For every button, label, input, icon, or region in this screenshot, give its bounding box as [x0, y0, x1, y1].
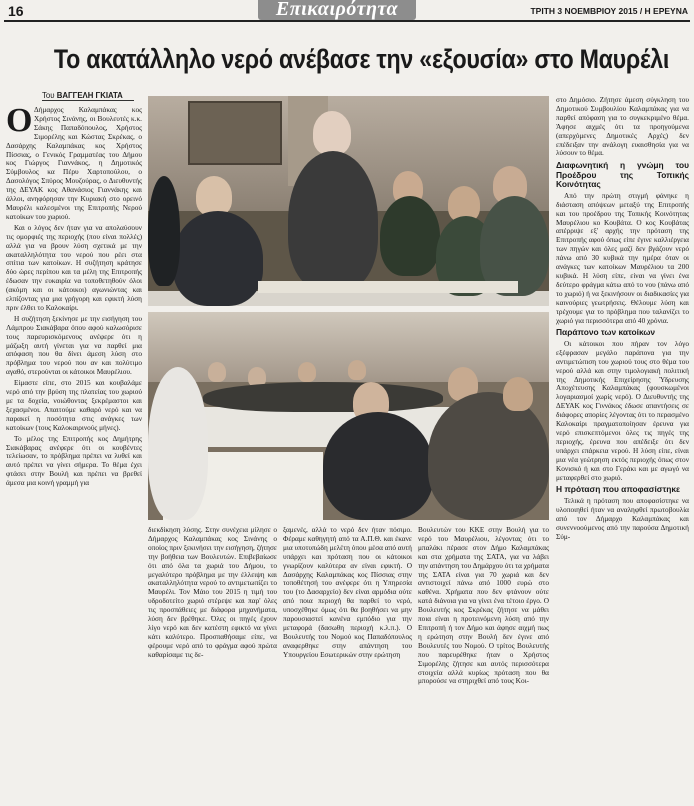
subheading: Παράπονο των κατοίκων: [556, 327, 656, 338]
page-header: [0, 0, 694, 22]
meeting-photo-top: [148, 96, 549, 306]
paragraph: ξαμενές, αλλά το νερό δεν ήταν πόσιμο. Φέραμε καθηγητή από τα Α.Π.Θ. και έκανε μια υποτυπώδη μελέτη όπου μέσα από αυτή υπάρχει και πρόταση που οι κάτοικοι γνωρίζουν καλύτερα αν είναι εφικτή. Ο Δασάρχης Καλαμπάκας κος Πίσσιας στην τοποθέτησή του ανέφερε ότι η Υπηρεσία του (το Δασαρχείο) δεν είναι αρμόδια ούτε από ποια περιοχή θα παρθεί το νερό, υποσχέθηκε όμως ότι θα βοηθήσει να μην παρουσιαστεί κανένα εμπόδιο για την μεταφορά (δασωθη περιοχή κ.λ.π.). Ο Βουλευτής του Νομού κος Παπαδόπουλος αναφερθηκε στην απάντηση του Υπουργείου Εσωτερικών στην ερώτηση: [283, 526, 412, 659]
paragraph: Η συζήτηση ξεκίνησε με την εισήγηση του Λάμπρου Σιακάβαρα όπου αφού καλωσόρισε τους παρευρισκόμενους ανέφερε ότι η μάζωξη αυτή γίνεται για να παρθεί μια απόφαση που θα δίνει άμεση λύση στο πρόβλημα του νερού που αν και πολύτιμο αγαθό, στερούνται οι κάτοικοι Μαυρέλιου.: [6, 313, 142, 377]
paragraph: Βουλευτών του ΚΚΕ στην Βουλή για το νερό του Μαυρέλιου, λέγοντας ότι το μπαλάκι πέρασε στον Δήμο Καλαμπάκας και στα χρήματα της ΣΑΤΑ, για να λάβει την απάντηση του Δημάρχου ότι τα χρήματα της ΣΑΤΑ είναι για 70 χωριά και δεν αντιστοιχεί πάνω από 1000 ευρώ στο καθένα. Χρήματα που δεν φτάνουν ούτε κατά διάνοια για να γίνει ένα τέτοιο έργο. Ο Βουλευτής κος Σκρέκας ζήτησε να μάθει ποια είναι η προτεινόμενη λύση από την Επιτροπή ή τον Δήμο και άφησε αιχμή πως η ερώτηση στην Βουλή δεν έγινε από Βουλευτές του Νομού. Ο τρίτος Βουλευτής που παρευρέθηκε ήταν ο Χρήστος Σιμορέλης ζήτησε και αυτός περισσότερα στοιχεία αλλά κυρίως πρόταση που θα μπορούσε να στηριχθεί από τους Κοι-: [418, 526, 549, 686]
header-rule: [4, 20, 690, 22]
paragraph: στο Δημόσιο. Ζήτησε άμεση σύγκληση του Δημοτικού Συμβουλίου Καλαμπάκας για να παρθεί απόφαση για το συγκεκριμένο θέμα. Άφησε αιχμές ότι τα προηγούμενα (απερχόμενες Δημοτικές Αρχές) δεν επέδειξαν την ανάλογη ευαισθησία για να λύσουν το θέμα.: [556, 96, 689, 158]
paragraph: Από την πρώτη στιγμή φάνηκε η διάσταση απόψεων μεταξύ της Επιτροπής και του προέδρου της Τοπικής Κοινότητας Μαυρέλιου κο Κουβάτα. Ο κος Κουβάτας απέρριψε εξ' αρχής την πρόταση της Επιτροπής αφού όπως είπε έγινε καλλιέργεια των πηγών και όλες μαζί δεν βγάζουν νερό πάνω από 30 κυβικά την ημέρα όταν οι ανάγκες των κατοίκων Μαυρέλιου τα 200 κυβικά. Η λύση είπε, είναι να γίνει ένα δεύτερο φράγμα κάτω από το νου (πάνω από το χωριό) ή να ξεκινήσουν οι διαδικασίες για καινούριες γεωτρήσεις. Θέλουμε λύση και τρέχουμε για το πρόβλημα που ταλανίζει το χωριό για περισσότερα από 40 χρόνια.: [556, 190, 689, 325]
page-number: 16: [8, 3, 24, 19]
article-column-5: [556, 96, 689, 800]
subheading: Διαφωνητική η γνώμη του Προέδρου της Τοπικής Κοινότητας: [556, 160, 689, 190]
article-column-4: [418, 526, 549, 800]
section-title: Επικαιρότητα: [275, 0, 399, 20]
article-intro: Δήμαρχος Καλαμπάκας κος Χρήστος Σινάνης, οι Βουλευτές κ.κ. Σάκης Παπαδόπουλος, Χρήστος Σιμορέλης και Κώστας Σκρέκας, ο Δασάρχης Καλαμπάκας κος Χρήστος Πίσσιας, ο Γενικός Γραμματέας του Δήμου κος Γιώργος Γιαννάκος, η Δημοτικός Σύμβουλος κα Πέρυ Χαρτοπούλου, ο Δασολόγος Σπύρος Μουζούρας, ο Διευθυντής της ΔΕΥΑΚ κος Αθανάσιος Γιαννάκης και άλλοι, ανηφόρησαν την Κυριακή στο ορεινό Μαυρέλι καλεσμένοι της Επιτροπής Νερού κατοίκων του χωριού.: [6, 106, 142, 221]
headline: Το ακατάλληλο νερό ανέβασε την «εξουσία» στο Μαυρέλι: [53, 44, 670, 74]
paragraph: Τελικά η πρόταση που αποφασίστηκε να υλοποιηθεί ήταν να αναληφθεί πρωτοβουλία από τον Δήμαρχο Καλαμπάκας και συνεννοούμενος από την παρούσα Δημοτική Σύμ-: [556, 495, 689, 541]
article-column-1: [6, 102, 142, 800]
paragraph: διεκδίκηση λύσης. Στην συνέχεια μίλησε ο Δήμαρχος Καλαμπάκας κος Σινάνης ο οποίος πριν ξεκινήσει την εισήγηση, ζήτησε την βοήθεια των Βουλευτών. Επιβεβαίωσε ότι από όλα τα χωριά του Δήμου, το μεγαλύτερο πρόβλημα με την έλλειψη και ακαταλληλότητα νερού το αντιμετωπίζει το Μαυρέλι. Τον Μάιο του 2015 η τιμή του υδροδοτείτο χωριό στέρεψε και παρ' όλες τις προσπάθειες με διάφορα μηχανήματα, λύση δεν βρέθηκε. Όλες οι πηγές έχουν λίγο νερό και δεν κατέστη εφικτό να γίνει κάτι καλύτερο. Προσπαθήσαμε είπε, να φέρουμε νερό από το φράγμα αφού πρώτα καθαρίσαμε τις δε-: [148, 526, 277, 659]
byline: [42, 91, 123, 100]
byline-name: ΒΑΓΓΕΛΗ ΓΚΙΑΤΑ: [56, 91, 123, 100]
article-column-2: [148, 526, 277, 800]
byline-prefix: Του: [42, 91, 55, 100]
byline-rule: [42, 100, 134, 101]
meeting-photo-bottom: [148, 312, 549, 520]
drop-cap: Ο: [6, 102, 33, 139]
article-column-3: [283, 526, 412, 800]
subheading: Η πρόταση που αποφασίστηκε: [556, 484, 681, 495]
paragraph: Είμαστε είπε, στο 2015 και κουβαλάμε νερό από την βρύση της πλατείας του χωριού με τα δοχεία, νοιώθοντας ξεκρέμαστοι και ξεχασμένοι. Απαιτούμε καθαρό νερό και να παρακεί η ποσότητα στις ανάγκες των κατοίκων (τους Καλοκαιρινούς μήνες).: [6, 378, 142, 432]
paragraph: Και ο λόγος δεν ήταν για να απολαύσουν τις ομορφιές της περιοχής (που είναι πολλές) αλλά για να βρουν λύση σχετικά με την ακαταλληλότητα του νερού που ρέει στα σπίτια των κατοίκων. Η συζήτηση κράτησε δύο ώρες περίπου και τα μέλη της Επιτροπής έδωσαν την ευκαιρία να τοποθετηθούν όλοι (ακόμη και οι κάτοικοι) αγωνιώντας και ελπίζοντας για μια γρήγορη και εφικτή λύση πριν έλθει το Καλοκαίρι.: [6, 222, 142, 312]
paragraph: Το μέλος της Επιτροπής κος Δημήτρης Σιακάβαρας ανέφερε ότι οι κουβέντες τελείωσαν, το πρόβλημα πρέπει να λυθεί και αυτό πρέπει να γίνει σήμερα. Το θέμα έχει φτάσει στην Βουλή και πρέπει να βρεθεί άμεσα μια κοινή γραμμή για: [6, 433, 142, 488]
date-line: ΤΡΙΤΗ 3 ΝΟΕΜΒΡΙΟΥ 2015 / Η ΕΡΕΥΝΑ: [530, 6, 688, 16]
paragraph: Οι κάτοικοι που πήραν τον λόγο εξέφρασαν μεγάλο παράπονα για την αντιμετώπιση του χωριού τους στο θέμα του νερού αλλά και στην τιμολογιακή πολιτική της Δημοτικής Επιχείρησης Ύδρευσης Αποχέτευσης Καλαμπάκας (φουσκωμένοι λογαριασμοί χωρίς νερό). Ο Διευθυντής της ΔΕΥΑΚ κος Γιννάκος έδωσε απαντήσεις σε διάφορες απορίες λέγοντας ότι το περασμένο Καλοκαίρι πραγματοποίησαν έρευνα για νερό επισκεπτόμενοι όλες τις πηγές της περιοχής, έρευνα που απέδειξε ότι δεν υπάρχει επάρκεια νερού. Η λύση είπε, είναι μια νέα γεώτρηση εκτός περιοχής όπως στον Κονισκό ή και στο Γεράκι και με αγωγό να μεταφερθεί στο χωριό.: [556, 338, 689, 482]
